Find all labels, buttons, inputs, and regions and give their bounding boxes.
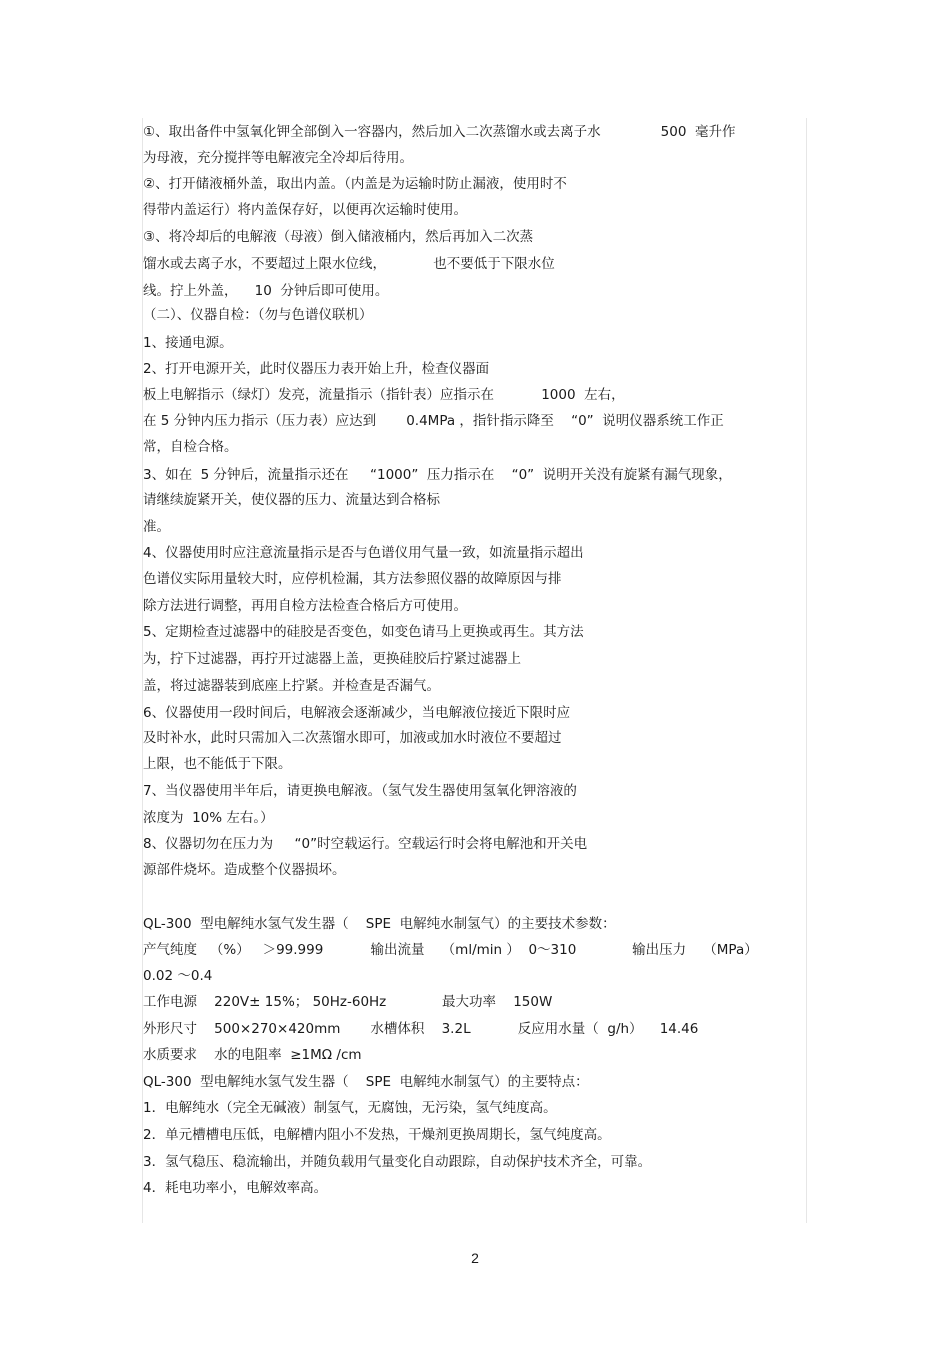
text-line: 8、仪器切勿在压力为 “0”时空载运行。空载运行时会将电解池和开关电 [143,836,588,852]
text-line: 源部件烧坏。造成整个仪器损坏。 [143,862,346,878]
text-line: 及时补水，此时只需加入二次蒸馏水即可，加液或加水时液位不要超过 [143,730,562,746]
spec-line: 工作电源 220V± 15%； 50Hz-60Hz 最大功率 150W [143,994,553,1010]
text-line: 盖，将过滤器装到底座上拧紧。并检查是否漏气。 [143,678,440,694]
spec-line: 水质要求 水的电阻率 ≥1MΩ /cm [143,1047,362,1063]
feature-item: 2．单元槽槽电压低，电解槽内阻小不发热，干燥剂更换周期长，氢气纯度高。 [143,1127,611,1143]
text-line: ①、取出备件中氢氧化钾全部倒入一容器内，然后加入二次蒸馏水或去离子水 500 毫升作 [143,124,736,140]
text-line: 线。拧上外盖， 10 分钟后即可使用。 [143,283,389,299]
text-line: 上限，也不能低于下限。 [143,756,292,772]
spec-line: 0.02 ～0.4 [143,968,213,984]
text-line: 2、打开电源开关，此时仪器压力表开始上升，检查仪器面 [143,361,490,377]
text-line: ②、打开储液桶外盖，取出内盖。（内盖是为运输时防止漏液，使用时不 [143,176,567,192]
text-line: 5、定期检查过滤器中的硅胶是否变色，如变色请马上更换或再生。其方法 [143,624,584,640]
feature-item: 1．电解纯水（完全无碱液）制氢气，无腐蚀，无污染，氢气纯度高。 [143,1100,557,1116]
spec-line: 产气纯度 （%） ＞99.999 输出流量 （ml/min ） 0～310 输出压力 （MPa） [143,942,758,958]
text-line: 常，自检合格。 [143,439,238,455]
text-line: 馏水或去离子水，不要超过上限水位线， 也不要低于下限水位 [143,256,555,272]
text-line: 3、如在 5 分钟后，流量指示还在 “1000” 压力指示在 “0” 说明开关没有旋紧有漏气现象， [143,467,732,483]
text-line: 板上电解指示（绿灯）发亮，流量指示（指针表）应指示在 1000 左右， [143,387,625,403]
text-line: 请继续旋紧开关，使仪器的压力、流量达到合格标 [143,492,440,508]
text-line: 准。 [143,519,170,535]
feature-item: 4．耗电功率小，电解效率高。 [143,1180,328,1196]
text-line: ③、将冷却后的电解液（母液）倒入储液桶内，然后再加入二次蒸 [143,229,534,245]
spec-line: 外形尺寸 500×270×420mm 水槽体积 3.2L 反应用水量（ g/h） 14.46 [143,1021,699,1037]
text-line: 7、当仪器使用半年后，请更换电解液。（氢气发生器使用氢氧化钾溶液的 [143,783,577,799]
spec-heading: QL-300 型电解纯水氢气发生器（ SPE 电解纯水制氢气）的主要技术参数： [143,916,616,932]
text-line: 4、仪器使用时应注意流量指示是否与色谱仪用气量一致，如流量指示超出 [143,545,584,561]
text-line: 6、仪器使用一段时间后，电解液会逐渐减少，当电解液位接近下限时应 [143,705,571,721]
section-heading: （二）、仪器自检：（勿与色谱仪联机） [143,307,373,323]
features-heading: QL-300 型电解纯水氢气发生器（ SPE 电解纯水制氢气）的主要特点： [143,1074,589,1090]
text-line: 为，拧下过滤器，再拧开过滤器上盖，更换硅胶后拧紧过滤器上 [143,651,521,667]
text-line: 色谱仪实际用量较大时，应停机检漏，其方法参照仪器的故障原因与排 [143,571,562,587]
text-line: 在 5 分钟内压力指示（压力表）应达到 0.4MPa ，指针指示降至 “0” 说明仪器系统工作正 [143,413,724,429]
text-line: 1、接通电源。 [143,335,233,351]
right-margin-rule [806,118,807,1223]
page-number: 2 [471,1250,479,1266]
text-line: 为母液，充分搅拌等电解液完全冷却后待用。 [143,150,413,166]
feature-item: 3．氢气稳压、稳流输出，并随负载用气量变化自动跟踪，自动保护技术齐全，可靠。 [143,1154,652,1170]
text-line: 除方法进行调整，再用自检方法检查合格后方可使用。 [143,598,467,614]
text-line: 得带内盖运行）将内盖保存好，以便再次运输时使用。 [143,202,467,218]
text-line: 浓度为 10% 左右。） [143,810,274,826]
